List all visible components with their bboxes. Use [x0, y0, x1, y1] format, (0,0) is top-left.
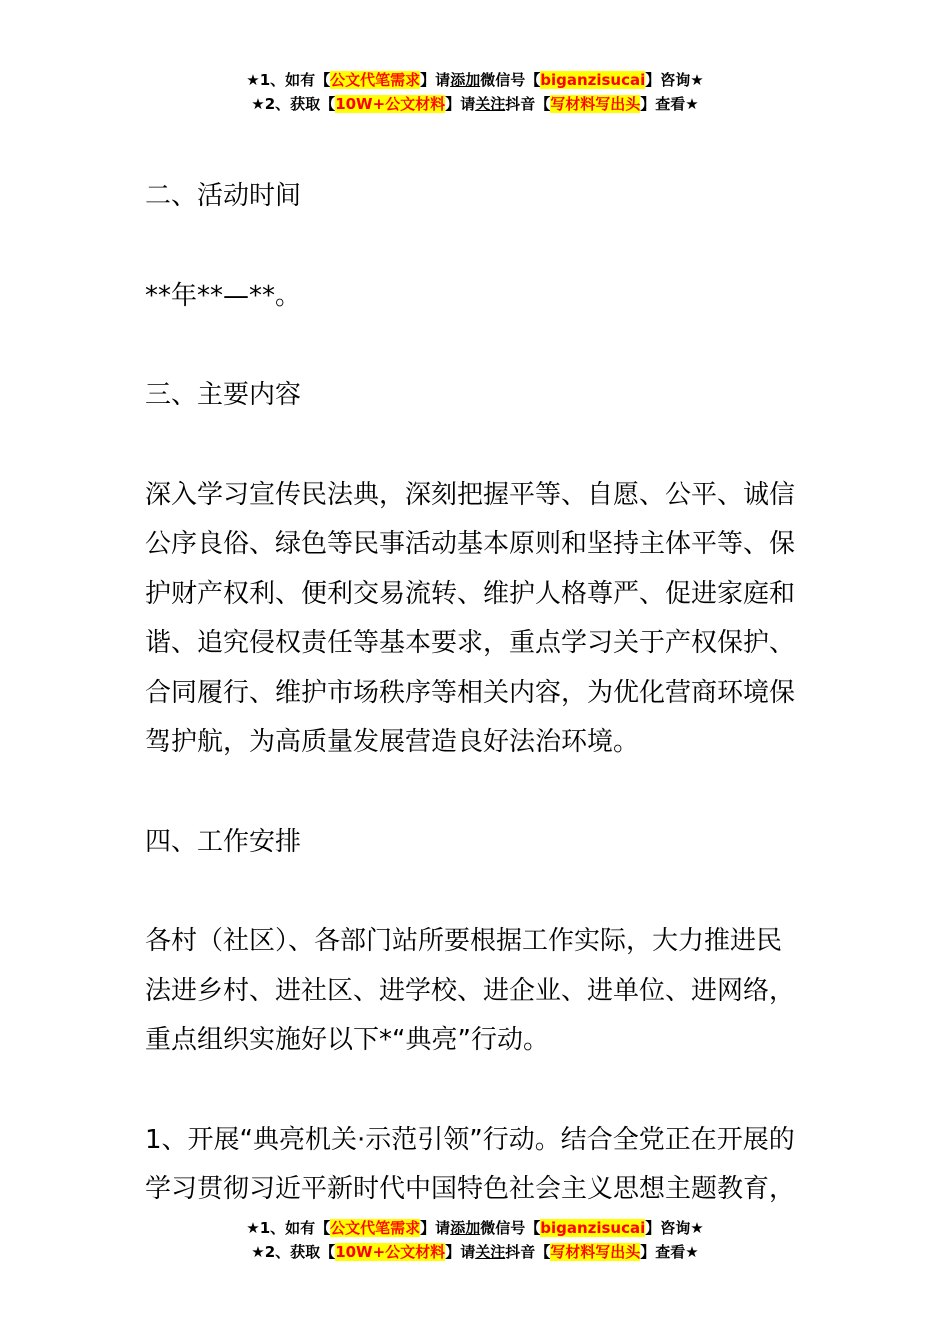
- document-body: [145, 172, 815, 1215]
- paragraph-line: 各村（社区）、各部门站所要根据工作实际，大力推进民: [145, 926, 783, 956]
- paragraph-line: 合同履行、维护市场秩序等相关内容，为优化营商环境保: [145, 677, 796, 708]
- paragraph-line: 深入学习宣传民法典，深刻把握平等、自愿、公平、诚信: [145, 479, 796, 510]
- paragraph-line: 1、开展“典亮机关·示范引领”行动。结合全党正在开展的: [145, 1124, 795, 1155]
- banner-text: ★2、获取【: [251, 1243, 336, 1261]
- banner-text: 】咨询★: [645, 1219, 704, 1237]
- banner-line-2: [0, 1240, 950, 1264]
- banner-text: 】请: [420, 1219, 451, 1237]
- banner-highlight: biganzisucai: [540, 1219, 646, 1237]
- activity-time: **年**—**。: [145, 280, 302, 311]
- banner-text: 抖音【: [505, 1243, 551, 1261]
- header-banner: [0, 68, 950, 116]
- paragraph-line: 重点组织实施好以下*“典亮”行动。: [145, 1025, 549, 1055]
- banner-line-2: [0, 92, 950, 116]
- banner-highlight: 10W+公文材料: [335, 1243, 446, 1261]
- banner-text: 】请: [420, 71, 451, 89]
- section-heading-time: 二、活动时间: [145, 181, 302, 211]
- paragraph-line: 护财产权利、便利交易流转、维护人格尊严、促进家庭和: [145, 578, 796, 609]
- banner-text: 抖音【: [505, 95, 551, 113]
- footer-banner: [0, 1216, 950, 1264]
- banner-highlight: 公文代笔需求: [330, 71, 421, 89]
- paragraph-line: 公序良俗、绿色等民事活动基本原则和坚持主体平等、保: [145, 529, 796, 559]
- banner-text: 】查看★: [640, 1243, 699, 1261]
- banner-line-1: [0, 1216, 950, 1240]
- banner-text: ★1、如有【: [246, 1219, 331, 1237]
- paragraph-main-content: [145, 471, 815, 768]
- banner-highlight: biganzisucai: [540, 71, 646, 89]
- banner-text: ★2、获取【: [251, 95, 336, 113]
- banner-highlight: 写材料写出头: [550, 95, 641, 113]
- banner-line-1: [0, 68, 950, 92]
- banner-text: 微信号【: [480, 1219, 541, 1237]
- paragraph-line: 谐、追究侵权责任等基本要求，重点学习关于产权保护、: [145, 628, 796, 658]
- banner-text: 】查看★: [640, 95, 699, 113]
- paragraph-item-1: [145, 1116, 815, 1215]
- banner-highlight: 写材料写出头: [550, 1243, 641, 1261]
- banner-text: 】请: [445, 1243, 476, 1261]
- paragraph-line: 学习贯彻习近平新时代中国特色社会主义思想主题教育，: [145, 1174, 796, 1204]
- paragraph-line: 法进乡村、进社区、进学校、进企业、进单位、进网络，: [145, 975, 796, 1006]
- banner-text: 】咨询★: [645, 71, 704, 89]
- section-heading-content: 三、主要内容: [145, 380, 302, 410]
- banner-text: 微信号【: [480, 71, 541, 89]
- paragraph-line: 驾护航，为高质量发展营造良好法治环境。: [145, 727, 640, 757]
- banner-underlined: 添加: [450, 71, 481, 89]
- banner-text: 】请: [445, 95, 476, 113]
- banner-highlight: 公文代笔需求: [330, 1219, 421, 1237]
- banner-text: ★1、如有【: [246, 71, 331, 89]
- banner-highlight: 10W+公文材料: [335, 95, 446, 113]
- banner-underlined: 关注: [475, 95, 506, 113]
- paragraph-work-arrangement: [145, 917, 815, 1066]
- banner-underlined: 关注: [475, 1243, 506, 1261]
- banner-underlined: 添加: [450, 1219, 481, 1237]
- section-heading-work: 四、工作安排: [145, 826, 302, 857]
